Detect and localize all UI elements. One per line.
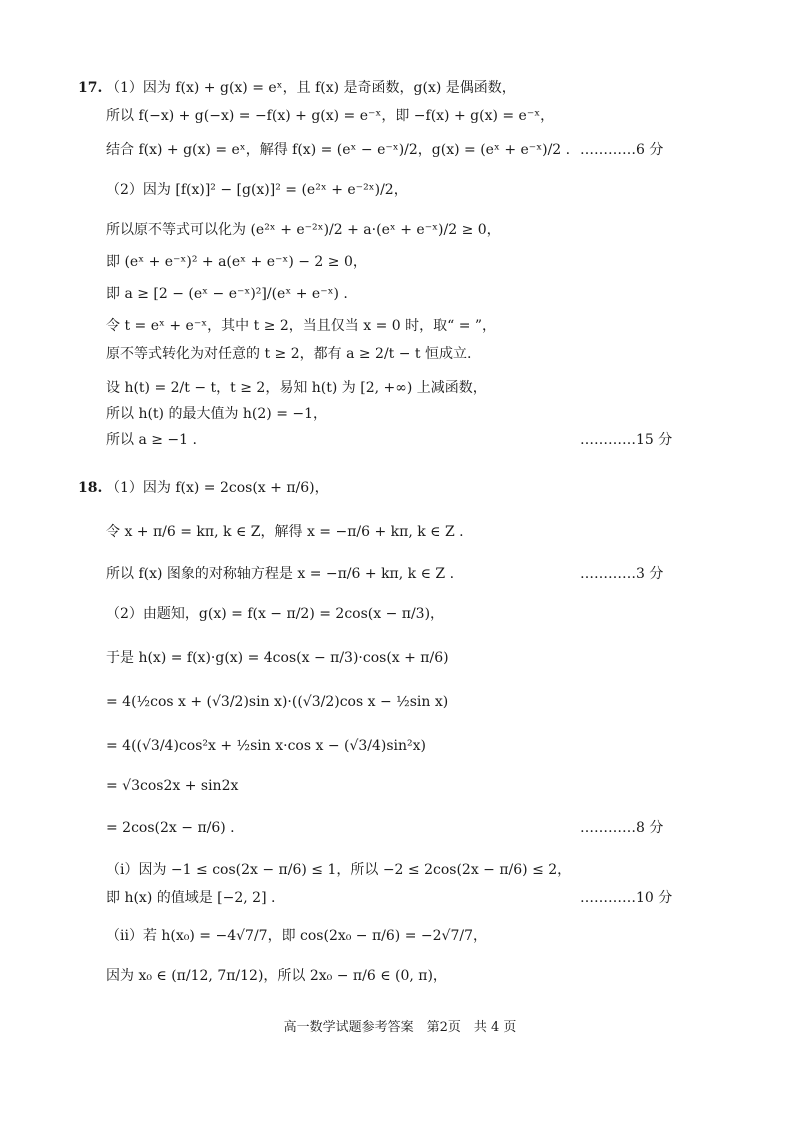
q18-line-6: = 4(½cos x + (√3/2)sin x)·((√3/2)cos x − ½sin x) [106, 694, 449, 710]
q18-line-3: 所以 f(x) 图象的对称轴方程是 x = −π/6 + kπ, k ∈ Z . [106, 566, 455, 582]
q17-score-2: …………15 分 [580, 432, 673, 448]
q18-line-7: = 4((√3/4)cos²x + ½sin x·cos x − (√3/4)sin²x) [106, 738, 427, 754]
q17-line-6: 即 (eˣ + e⁻ˣ)² + a(eˣ + e⁻ˣ) − 2 ≥ 0， [106, 254, 367, 270]
q18-score-1: …………3 分 [580, 566, 664, 582]
q18-score-2: …………8 分 [580, 820, 664, 836]
q17-line-8: 令 t = eˣ + e⁻ˣ，其中 t ≥ 2，当且仅当 x = 0 时，取“ = ”， [106, 318, 497, 334]
q18-line-10: （i）因为 −1 ≤ cos(2x − π/6) ≤ 1，所以 −2 ≤ 2cos(2x − π/6) ≤ 2， [106, 862, 572, 878]
q18-line-12: （ii）若 h(x₀) = −4√7/7，即 cos(2x₀ − π/6) = −2√7/7， [106, 928, 487, 944]
q17-line-12: 所以 a ≥ −1 . [106, 432, 197, 448]
q18-line-2: 令 x + π/6 = kπ, k ∈ Z，解得 x = −π/6 + kπ, k ∈ Z . [106, 524, 464, 540]
q17-line-4: （2）因为 [f(x)]² − [g(x)]² = (e²ˣ + e⁻²ˣ)/2， [106, 182, 408, 198]
q18-line-13: 因为 x₀ ∈ (π/12, 7π/12)，所以 2x₀ − π/6 ∈ (0, π)， [106, 968, 447, 984]
q18-line-9: = 2cos(2x − π/6) . [106, 820, 235, 836]
q17-line-10: 设 h(t) = 2/t − t，t ≥ 2，易知 h(t) 为 [2, +∞) 上减函数， [106, 380, 487, 396]
q17-line-1: （1）因为 f(x) + g(x) = eˣ，且 f(x) 是奇函数，g(x) 是偶函数， [106, 80, 516, 96]
q17-line-5: 所以原不等式可以化为 (e²ˣ + e⁻²ˣ)/2 + a·(eˣ + e⁻ˣ)/2 ≥ 0， [106, 222, 501, 238]
page-footer: 高一数学试题参考答案 第2页 共 4 页 [283, 1020, 517, 1035]
q17-line-7: 即 a ≥ [2 − (eˣ − e⁻ˣ)²]/(eˣ + e⁻ˣ) . [106, 286, 348, 302]
q18-number: 18. [78, 480, 103, 496]
q17-line-2: 所以 f(−x) + g(−x) = −f(x) + g(x) = e⁻ˣ，即 −f(x) + g(x) = e⁻ˣ， [106, 108, 555, 124]
q17-number: 17. [78, 80, 103, 96]
q18-line-1: （1）因为 f(x) = 2cos(x + π/6)， [106, 480, 329, 496]
q18-line-4: （2）由题知，g(x) = f(x − π/2) = 2cos(x − π/3)， [106, 606, 445, 622]
q17-line-3: 结合 f(x) + g(x) = eˣ，解得 f(x) = (eˣ − e⁻ˣ)/2，g(x) = (eˣ + e⁻ˣ)/2 . [106, 142, 571, 158]
q17-score-1: …………6 分 [580, 142, 664, 158]
q18-line-11: 即 h(x) 的值域是 [−2, 2] . [106, 890, 276, 906]
q17-line-11: 所以 h(t) 的最大值为 h(2) = −1， [106, 406, 328, 422]
q18-score-3: …………10 分 [580, 890, 673, 906]
q18-line-8: = √3cos2x + sin2x [106, 778, 239, 794]
q17-line-9: 原不等式转化为对任意的 t ≥ 2，都有 a ≥ 2/t − t 恒成立. [106, 346, 472, 362]
q18-line-5: 于是 h(x) = f(x)·g(x) = 4cos(x − π/3)·cos(x + π/6) [106, 650, 449, 666]
